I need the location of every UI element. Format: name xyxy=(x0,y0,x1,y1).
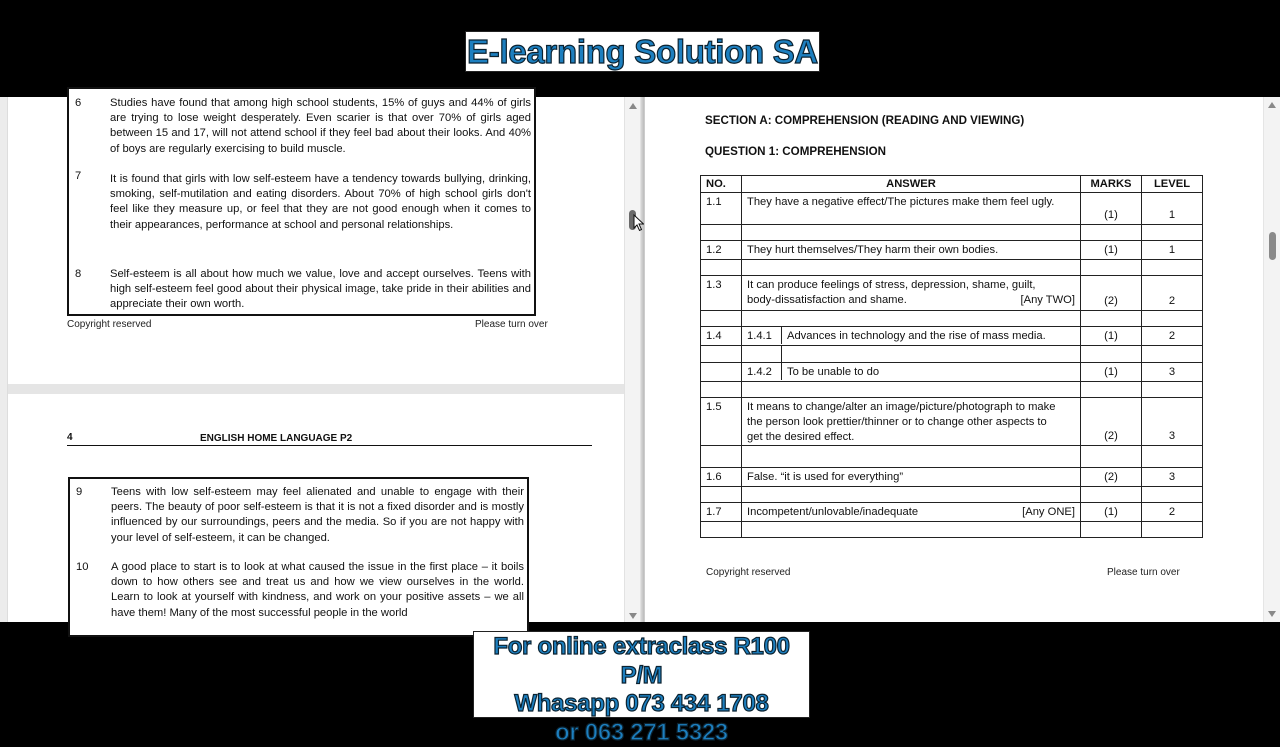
table-row xyxy=(701,363,1203,382)
answer-note: [Any ONE] xyxy=(1022,505,1075,520)
answer-cell xyxy=(742,276,1081,311)
answer-text: It can produce feelings of stress, depression, shame, guilt, body-dissatisfaction and shame. xyxy=(747,278,1075,308)
paragraph-number: 9 xyxy=(76,485,82,500)
marks-value: (1) xyxy=(1081,327,1142,346)
level-value: 1 xyxy=(1142,241,1203,260)
banner-line-extraclass: For online extraclass R100 P/M xyxy=(474,633,809,690)
contact-banner xyxy=(473,631,810,718)
question-number: 1.1 xyxy=(701,193,742,225)
table-row xyxy=(701,193,1203,225)
section-title: SECTION A: COMPREHENSION (READING AND VIEWING) xyxy=(705,114,1024,127)
copyright-footer: Copyright reserved xyxy=(706,567,790,578)
answer-text: Advances in technology and the rise of mass media. xyxy=(782,327,1051,344)
scroll-down-arrow-icon[interactable] xyxy=(629,613,637,619)
page-header xyxy=(67,432,592,446)
sub-question-number: 1.4.2 xyxy=(742,363,782,380)
level-value: 2 xyxy=(1142,503,1203,522)
paper-title: ENGLISH HOME LANGUAGE P2 xyxy=(200,433,352,444)
answer-text: They hurt themselves/They harm their own bodies. xyxy=(742,241,1081,260)
marks-value: (1) xyxy=(1081,193,1142,225)
page-number: 4 xyxy=(67,432,73,443)
paragraph-8: Self-esteem is all about how much we value, love and accept ourselves. Teens with high self-esteem feel good about their physical image, take pride in their abilities and appreciate their own worth. xyxy=(110,267,531,313)
turn-over-footer: Please turn over xyxy=(475,319,548,330)
passage-box-page3 xyxy=(67,87,536,316)
scroll-up-arrow-icon[interactable] xyxy=(1268,102,1276,108)
question-title: QUESTION 1: COMPREHENSION xyxy=(705,145,886,158)
level-value: 3 xyxy=(1142,468,1203,487)
table-header-row xyxy=(701,176,1203,193)
table-row xyxy=(701,327,1203,346)
paragraph-number: 7 xyxy=(75,169,81,184)
marks-value: (1) xyxy=(1081,241,1142,260)
sub-question-number: 1.4.1 xyxy=(742,327,782,344)
level-value: 3 xyxy=(1142,398,1203,446)
spacer-row xyxy=(701,446,1203,468)
marks-value: (2) xyxy=(1081,398,1142,446)
question-number: 1.2 xyxy=(701,241,742,260)
question-number: 1.3 xyxy=(701,276,742,311)
marks-value: (2) xyxy=(1081,468,1142,487)
paragraph-7: It is found that girls with low self-esteem have a tendency towards bullying, drinking, smoking, self-mutilation and eating disorders. About 70% of high school girls don't feel like they measure up, or feel that they are not good enough when it comes to their appearances, performance at school and personal relationships. xyxy=(110,172,531,233)
spacer-row xyxy=(701,382,1203,398)
paragraph-number: 8 xyxy=(75,267,81,282)
answer-text: To be unable to do xyxy=(782,363,884,380)
level-value: 3 xyxy=(1142,363,1203,382)
spacer-row xyxy=(701,346,1203,363)
marks-value: (2) xyxy=(1081,276,1142,311)
level-value: 2 xyxy=(1142,276,1203,311)
banner-line-whatsapp: Whasapp 073 434 1708 xyxy=(474,690,809,719)
spacer-row xyxy=(701,225,1203,241)
scroll-up-arrow-icon[interactable] xyxy=(629,103,637,109)
copyright-footer: Copyright reserved xyxy=(67,319,151,330)
col-header-answer: ANSWER xyxy=(742,176,1081,193)
table-row xyxy=(701,468,1203,487)
question-number: 1.4 xyxy=(701,327,742,346)
answer-text: False. “it is used for everything” xyxy=(742,468,1081,487)
marks-value: (1) xyxy=(1081,363,1142,382)
banner-line-phone: or 063 271 5323 xyxy=(474,719,809,747)
question-number: 1.7 xyxy=(701,503,742,522)
answer-text: They have a negative effect/The pictures make them feel ugly. xyxy=(742,193,1081,225)
paragraph-number: 10 xyxy=(76,560,88,575)
scroll-thumb[interactable] xyxy=(1269,232,1276,260)
answer-note: [Any TWO] xyxy=(1021,293,1076,308)
level-value: 2 xyxy=(1142,327,1203,346)
passage-box-page4 xyxy=(68,477,529,637)
paragraph-10: A good place to start is to look at what caused the issue in the first place – it boils down to how others see and treat us and how we view ourselves in the world. Learn to look at yourself with kindness, and work on your positive assets – we all have them! Many of the most successful people in the world xyxy=(111,560,524,621)
col-header-marks: MARKS xyxy=(1081,176,1142,193)
right-scrollbar[interactable] xyxy=(1263,97,1280,622)
level-value: 1 xyxy=(1142,193,1203,225)
question-number: 1.6 xyxy=(701,468,742,487)
memo-table xyxy=(700,175,1203,538)
right-document-viewer xyxy=(644,97,1280,622)
left-scrollbar[interactable] xyxy=(624,97,641,622)
channel-title-banner: E-learning Solution SA xyxy=(465,31,820,72)
spacer-row xyxy=(701,522,1203,538)
answer-text: Incompetent/unlovable/inadequate xyxy=(747,505,918,520)
table-row xyxy=(701,276,1203,311)
answer-cell xyxy=(742,327,1081,346)
marks-value: (1) xyxy=(1081,503,1142,522)
spacer-row xyxy=(701,487,1203,503)
table-row xyxy=(701,398,1203,446)
spacer-row xyxy=(701,260,1203,276)
paragraph-6: Studies have found that among high school students, 15% of guys and 44% of girls are trying to lose weight desperately. Even scarier is that over 70% of girls aged between 15 and 17, will not attend school if they feel bad about their looks. And 40% of boys are regularly exercising to build muscle. xyxy=(110,96,531,157)
paragraph-number: 6 xyxy=(75,96,81,111)
answer-text: It means to change/alter an image/picture/photograph to make the person look prettier/thinner or to change other aspects to get the desired effect. xyxy=(742,398,1081,446)
spacer-row xyxy=(701,311,1203,327)
answer-cell xyxy=(742,503,1081,522)
left-document-viewer xyxy=(0,97,644,622)
col-header-level: LEVEL xyxy=(1142,176,1203,193)
question-number xyxy=(701,363,742,382)
col-header-no: NO. xyxy=(701,176,742,193)
scroll-down-arrow-icon[interactable] xyxy=(1268,611,1276,617)
answer-cell xyxy=(742,363,1081,382)
table-row xyxy=(701,503,1203,522)
table-row xyxy=(701,241,1203,260)
left-gutter xyxy=(0,97,8,622)
turn-over-footer: Please turn over xyxy=(1107,567,1180,578)
paragraph-9: Teens with low self-esteem may feel alienated and unable to engage with their peers. The beauty of poor self-esteem is that it is not a fixed disorder and is mostly influenced by our surroundings, peers and the media. So if you are not happy with your level of self-esteem, it can be changed. xyxy=(111,485,524,546)
page-separator xyxy=(8,384,624,394)
question-number: 1.5 xyxy=(701,398,742,446)
